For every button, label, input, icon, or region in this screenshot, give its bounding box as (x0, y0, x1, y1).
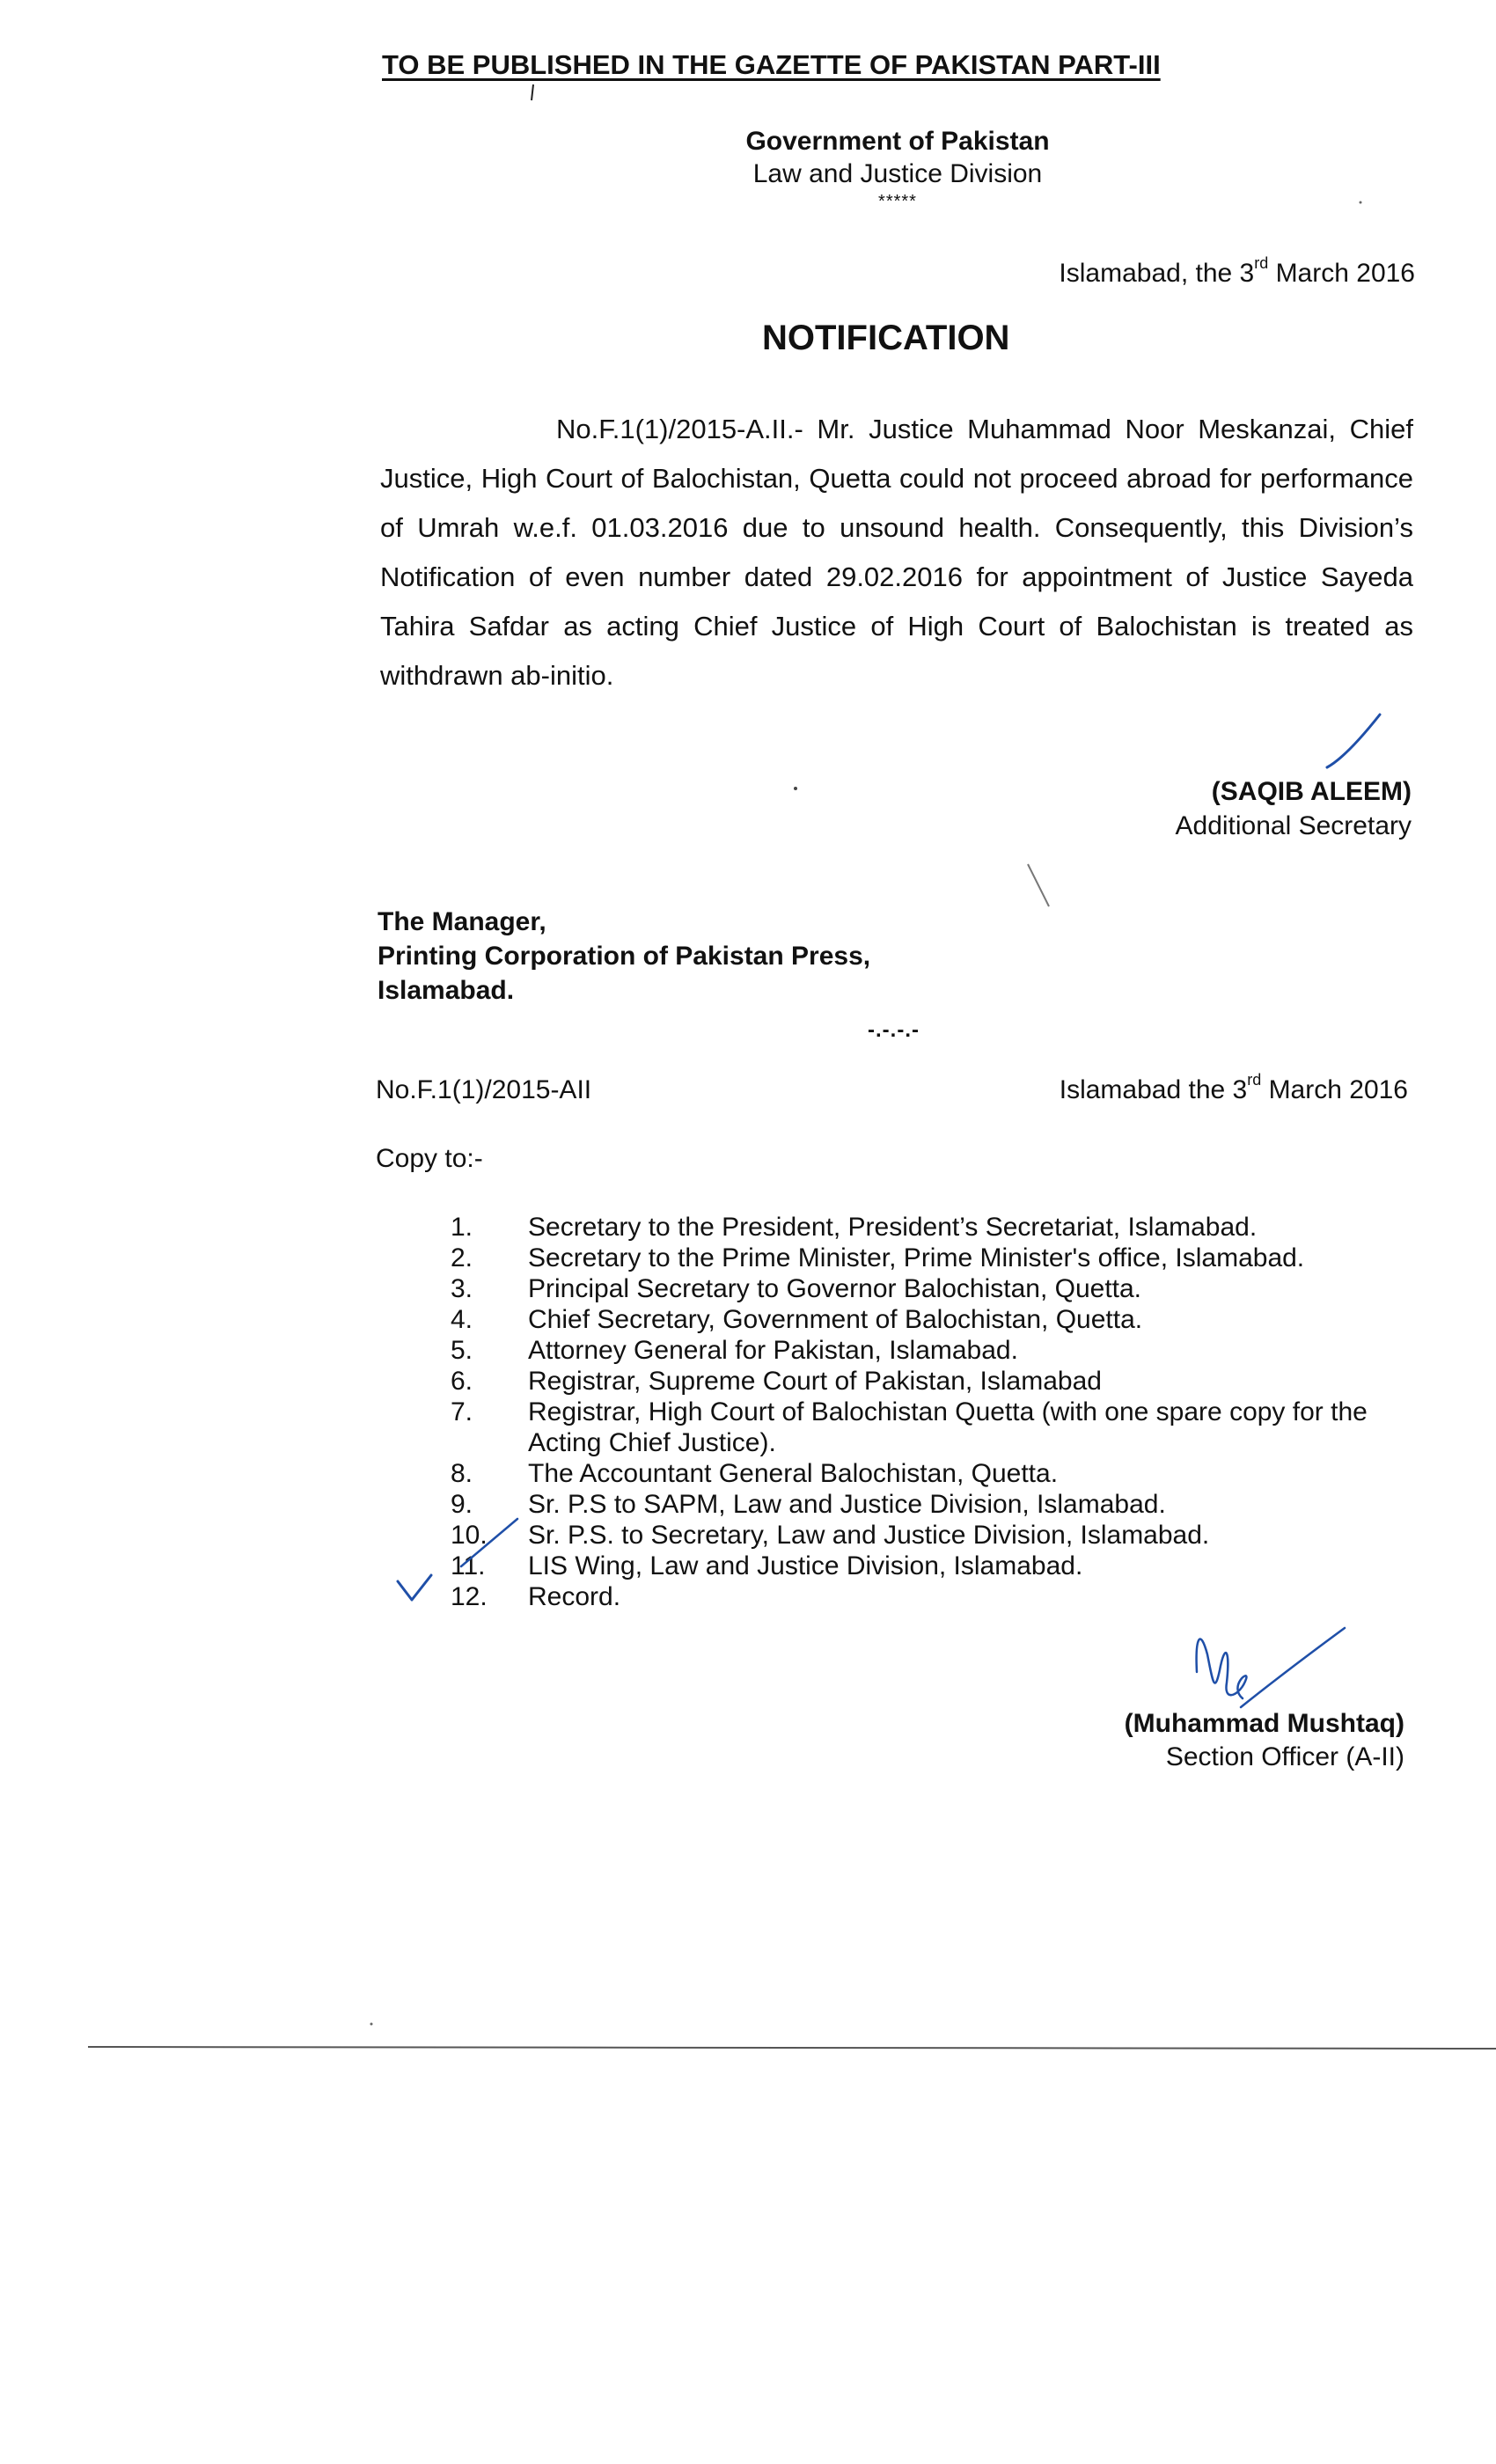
copy-list-text: Secretary to the President, President’s Secretariat, Islamabad. (528, 1213, 1258, 1242)
copy-list-number: 8. (451, 1459, 473, 1488)
bottom-rule (88, 2047, 1496, 2049)
copy-list-text: Sr. P.S. to Secretary, Law and Justice Division, Islamabad. (528, 1521, 1210, 1550)
file-number: No.F.1(1)/2015-AII (376, 1075, 592, 1104)
section-officer-name: (Muhammad Mushtaq) (1124, 1709, 1404, 1738)
section-officer-title: Section Officer (A-II) (1165, 1742, 1404, 1771)
copy-list-text: Registrar, Supreme Court of Pakistan, Islamabad (528, 1367, 1102, 1396)
stray-dot-2 (1360, 202, 1362, 204)
copy-list-number: 6. (451, 1367, 473, 1396)
copy-list-number: 4. (451, 1305, 473, 1334)
copy-list-text: Sr. P.S to SAPM, Law and Justice Division, Islamabad. (528, 1490, 1166, 1519)
copy-list-number: 5. (451, 1336, 473, 1365)
copy-list-number: 2. (451, 1243, 473, 1272)
copy-list-number: 3. (451, 1274, 473, 1303)
signature-stroke-2 (1241, 1628, 1345, 1707)
gazette-heading: TO BE PUBLISHED IN THE GAZETTE OF PAKISTAN PART-III (382, 49, 1161, 80)
copy-list-number: 9. (451, 1490, 473, 1519)
dateline: Islamabad, the 3rd March 2016 (1059, 254, 1415, 288)
copy-list-number: 11. (451, 1551, 486, 1580)
government-name: Government of Pakistan (745, 127, 1050, 156)
addressee-line-2: Printing Corporation of Pakistan Press, (378, 942, 871, 971)
addressee-line-3: Islamabad. (378, 976, 515, 1005)
stray-dot (794, 787, 797, 790)
stray-dot-3 (370, 2023, 373, 2026)
signature-stroke (1327, 715, 1380, 767)
notification-title: NOTIFICATION (762, 319, 1010, 357)
notification-body: No.F.1(1)/2015-A.II.- Mr. Justice Muhammad Noor Meskanzai, Chief Justice, High Court of Balochistan, Quetta could not proceed abroad for performance of Umrah w.e.f. 01.03.2016 due to unsound health. Consequently, this Division’s Notification of even number dated 29.02.2016 for appointment of Justice Sayeda Tahira Safdar as acting Chief Justice of High Court of Balochistan is treated as withdrawn ab-initio. (380, 414, 1413, 691)
copy-list-text: Record. (528, 1582, 621, 1611)
tick-mark-icon (398, 1575, 431, 1600)
signature-scribble (1197, 1639, 1247, 1698)
copy-list-text: Registrar, High Court of Balochistan Quetta (with one spare copy for the Acting Chief Justice). (528, 1397, 1368, 1457)
copy-list-number: 10. (451, 1521, 488, 1550)
stray-pen-mark (1028, 864, 1049, 906)
pen-tick-mark (532, 84, 533, 100)
copy-list-text: Attorney General for Pakistan, Islamabad. (528, 1336, 1018, 1365)
addressee-line-1: The Manager, (378, 907, 546, 936)
division-name: Law and Justice Division (752, 159, 1043, 188)
copy-to-label: Copy to:- (376, 1144, 483, 1173)
copy-list-text: Principal Secretary to Governor Balochistan, Quetta. (528, 1274, 1142, 1303)
copy-list-text: LIS Wing, Law and Justice Division, Islamabad. (528, 1551, 1083, 1580)
section-separator: -.-.-.- (868, 1018, 920, 1042)
copy-list-text: Secretary to the Prime Minister, Prime Minister's office, Islamabad. (528, 1243, 1305, 1272)
copy-list-text: The Accountant General Balochistan, Quetta. (528, 1459, 1059, 1488)
signatory-title: Additional Secretary (1175, 811, 1412, 840)
copy-list-number: 7. (451, 1397, 473, 1426)
copy-list-text: Chief Secretary, Government of Balochistan, Quetta. (528, 1305, 1143, 1334)
copy-list-number: 1. (451, 1213, 473, 1242)
check-stroke (461, 1519, 517, 1566)
copy-list-number: 12. (451, 1582, 488, 1611)
header-stars: ***** (878, 192, 917, 211)
dateline-2: Islamabad the 3rd March 2016 (1059, 1071, 1408, 1104)
signatory-name: (SAQIB ALEEM) (1211, 777, 1412, 806)
